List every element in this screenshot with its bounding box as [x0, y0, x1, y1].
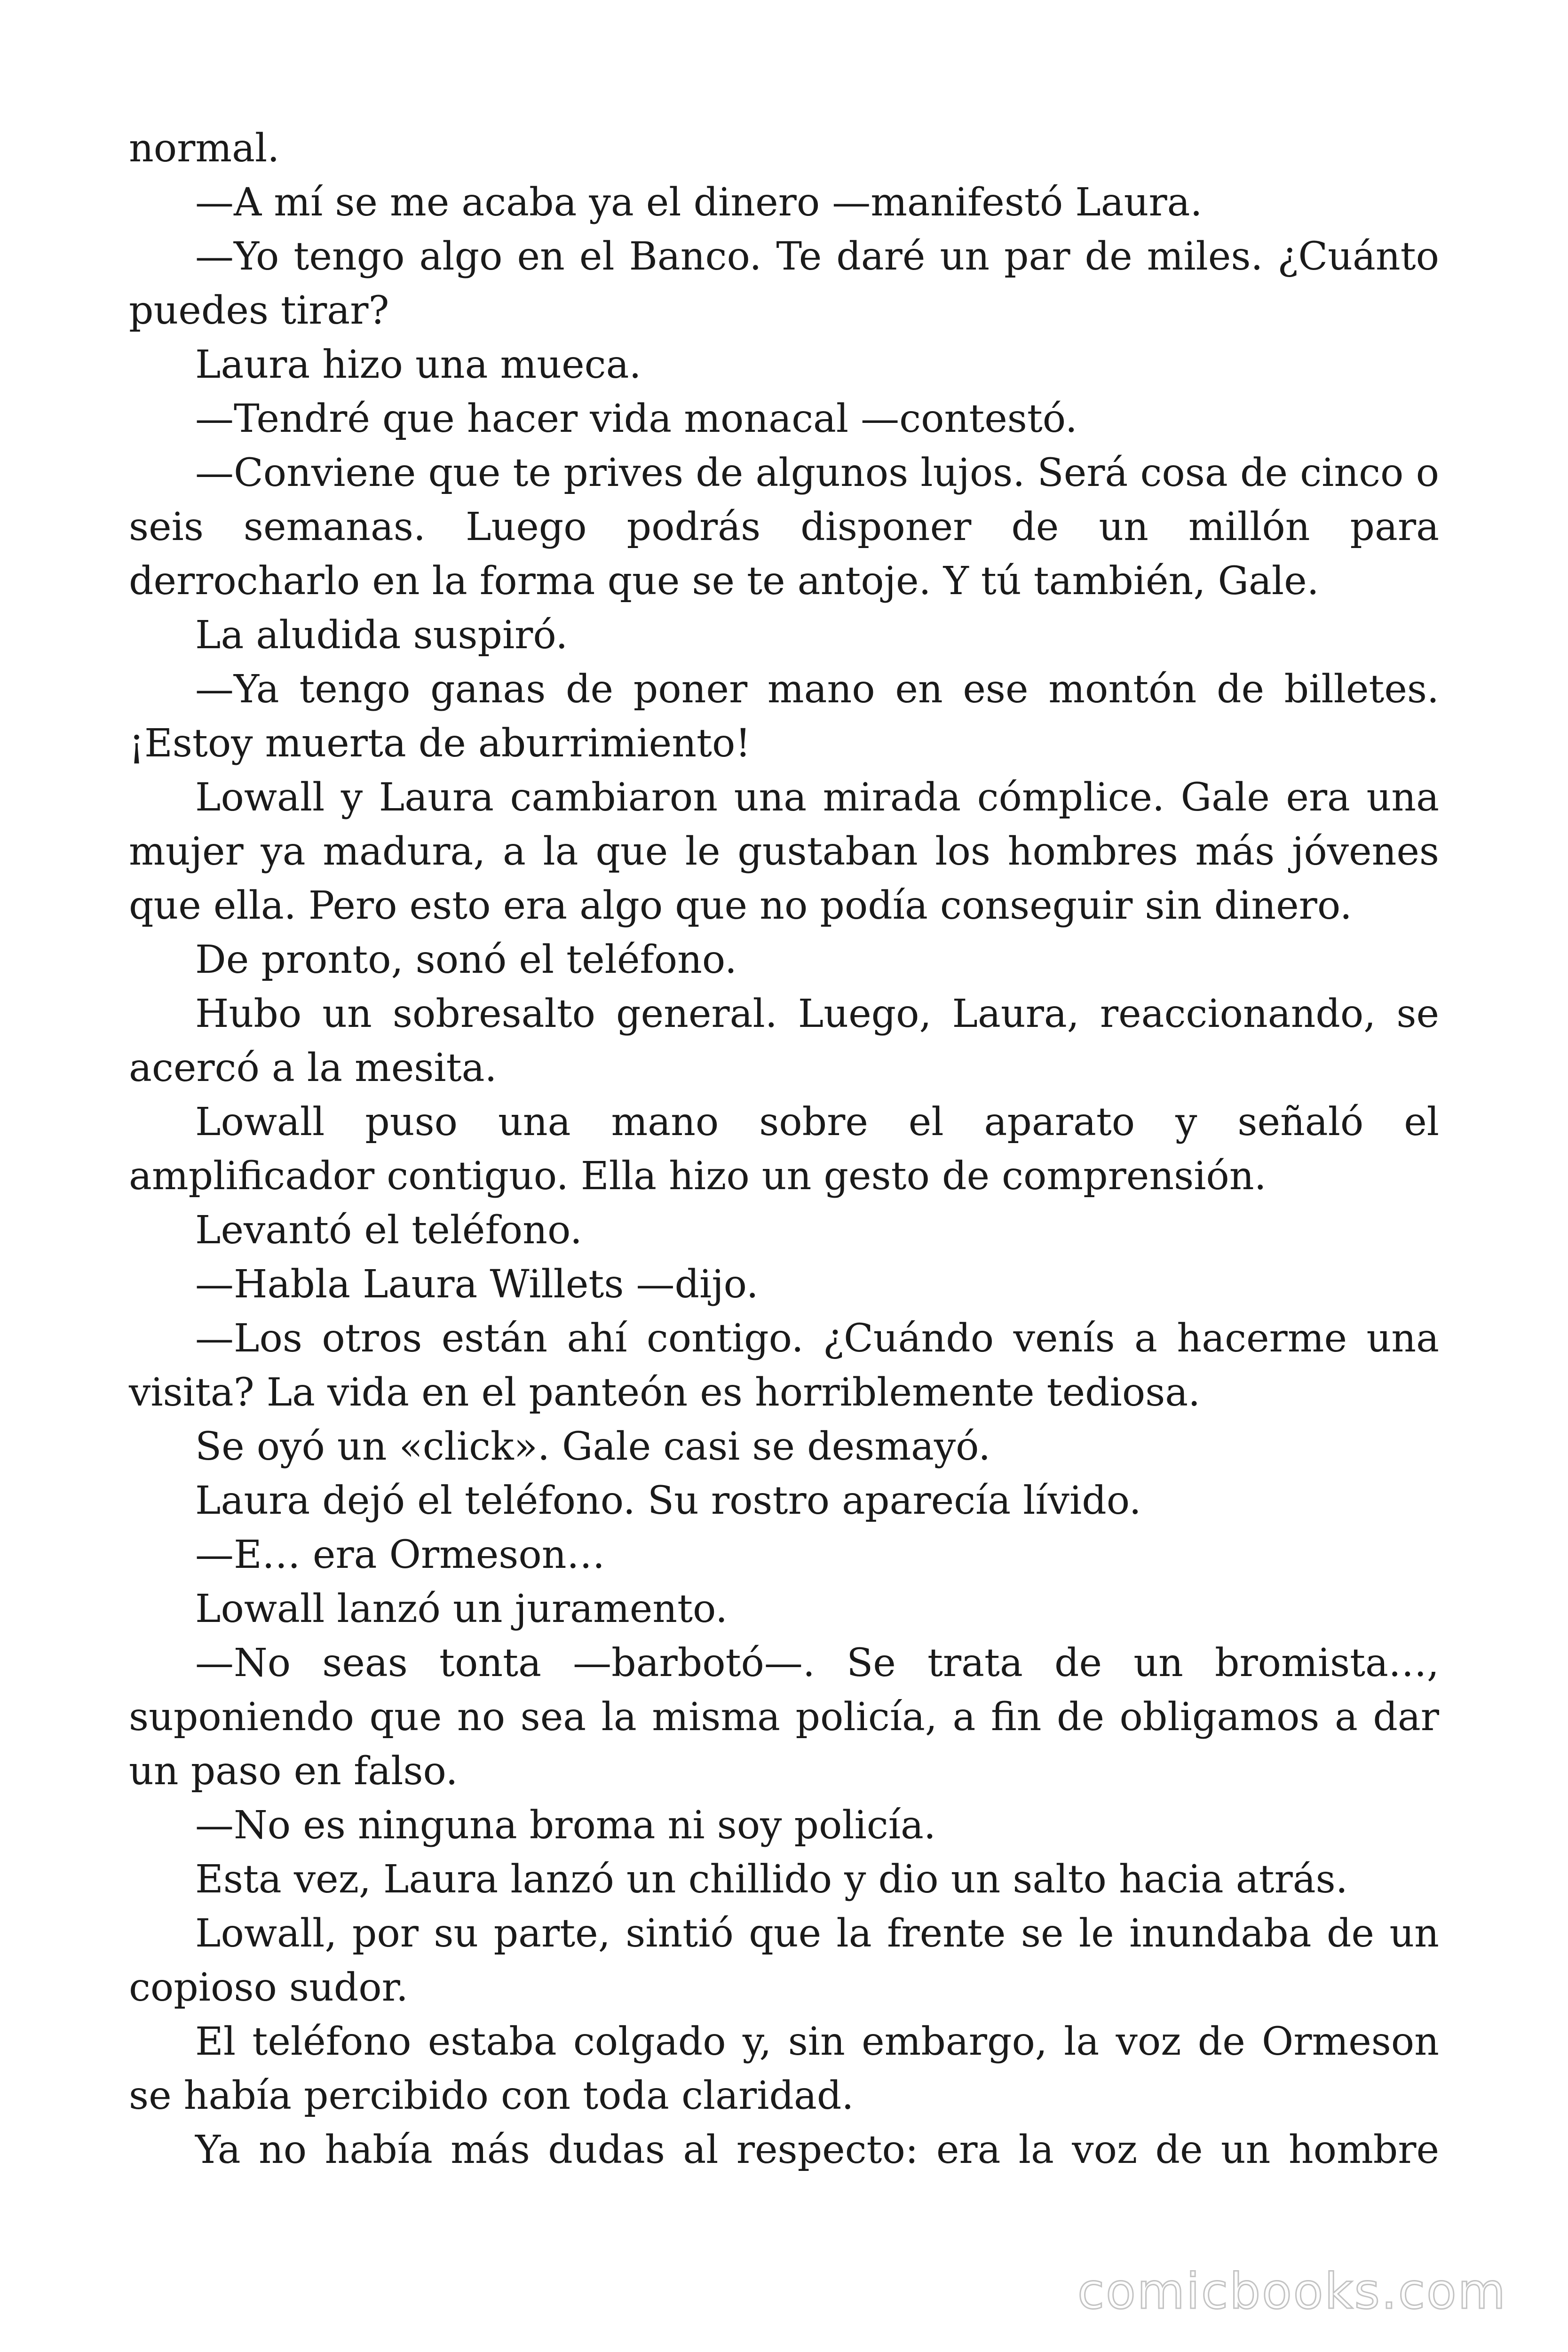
paragraph: Ya no había más dudas al respecto: era la voz de un hombre	[195, 2128, 1439, 2172]
paragraph: Laura dejó el teléfono. Su rostro aparecía lívido.	[195, 1478, 1141, 1523]
paragraph: Laura hizo una mueca.	[195, 342, 641, 387]
paragraph: Hubo un sobresalto general. Luego, Laura, reaccionando, se acercó a la mesita.	[129, 992, 1439, 1090]
paragraph: —Tendré que hacer vida monacal —contestó.	[195, 397, 1077, 441]
paragraph: Se oyó un «click». Gale casi se desmayó.	[195, 1424, 991, 1469]
paragraph: normal.	[129, 126, 280, 171]
paragraph: —Habla Laura Willets —dijo.	[195, 1262, 759, 1307]
paragraph: —Ya tengo ganas de poner mano en ese montón de billetes. ¡Estoy muerta de aburrimiento!	[129, 667, 1439, 766]
paragraph: El teléfono estaba colgado y, sin embargo, la voz de Ormeson se había percibido con toda claridad.	[129, 2019, 1439, 2118]
paragraph: —E… era Ormeson…	[195, 1533, 605, 1577]
book-page-text	[129, 121, 1439, 2177]
paragraph: Lowall y Laura cambiaron una mirada cómplice. Gale era una mujer ya madura, a la que le gustaban los hombres más jóvenes que ella. Pero esto era algo que no podía conseguir sin dinero.	[129, 775, 1439, 928]
paragraph: —No es ninguna broma ni soy policía.	[195, 1803, 936, 1848]
paragraph: De pronto, sonó el teléfono.	[195, 938, 737, 982]
paragraph: —Conviene que te prives de algunos lujos. Será cosa de cinco o seis semanas. Luego podrás disponer de un millón para derrocharlo en la forma que se te antoje. Y tú también, Gale.	[129, 451, 1439, 604]
paragraph: Esta vez, Laura lanzó un chillido y dio un salto hacia atrás.	[195, 1857, 1348, 1902]
paragraph: Lowall puso una mano sobre el aparato y señaló el amplificador contiguo. Ella hizo un gesto de comprensión.	[129, 1100, 1439, 1199]
paragraph: La aludida suspiró.	[195, 613, 568, 658]
paragraph: —Los otros están ahí contigo. ¿Cuándo venís a hacerme una visita? La vida en el panteón es horriblemente tediosa.	[129, 1316, 1439, 1415]
paragraph: Levantó el teléfono.	[195, 1208, 582, 1253]
paragraph: Lowall lanzó un juramento.	[195, 1587, 728, 1631]
paragraph: —A mí se me acaba ya el dinero —manifestó Laura.	[195, 180, 1203, 225]
watermark: comicbooks.com	[1077, 2263, 1507, 2320]
paragraph: —No seas tonta —barbotó—. Se trata de un bromista…, suponiendo que no sea la misma policía, a fin de obligamos a dar un paso en falso.	[129, 1641, 1439, 1794]
paragraph: Lowall, por su parte, sintió que la frente se le inundaba de un copioso sudor.	[129, 1911, 1439, 2010]
paragraph: —Yo tengo algo en el Banco. Te daré un par de miles. ¿Cuánto puedes tirar?	[129, 234, 1439, 333]
